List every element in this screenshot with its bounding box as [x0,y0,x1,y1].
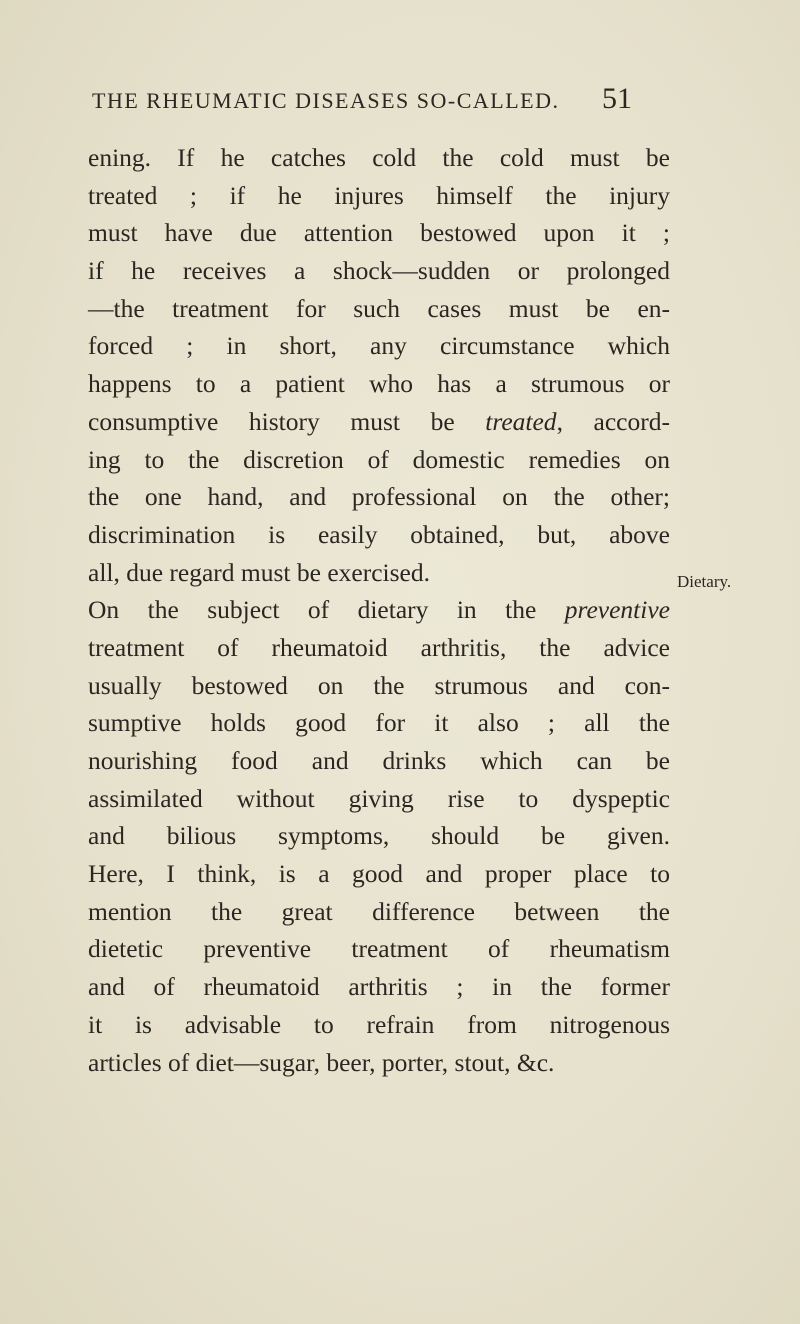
text-line: ing to the discretion of domestic remedies on [88,444,670,474]
italic-word: treated [485,406,557,436]
text-line: treated ; if he injures himself the injury [88,180,670,210]
margin-note: Dietary. [677,572,732,591]
text-line: and of rheumatoid arthritis ; in the former [88,972,670,1002]
text-line: and bilious symptoms, should be given. [88,821,670,851]
text-line: the one hand, and professional on the other; [88,482,670,512]
body-text [88,139,670,1081]
text-line: must have due attention bestowed upon it ; [88,218,670,248]
text-line: it is advisable to refrain from nitrogenous [88,1009,670,1039]
text-line: On the subject of dietary in the preventive [88,595,670,625]
italic-word: preventive [564,595,670,625]
text-line: ening. If he catches cold the cold must be [88,143,670,172]
running-header [92,82,632,115]
page-number: 51 [602,82,632,115]
text-line: —the treatment for such cases must be en- [88,293,670,323]
running-title: THE RHEUMATIC DISEASES SO-CALLED. [92,88,560,113]
text-line: sumptive holds good for it also ; all the [88,708,670,738]
text-line: assimilated without giving rise to dyspeptic [88,783,670,813]
text-line: treatment of rheumatoid arthritis, the advice [88,632,670,662]
text-line: forced ; in short, any circumstance which [88,331,670,361]
text-line: consumptive history must be treated, accord- [88,406,670,436]
text-line: happens to a patient who has a strumous or [88,369,670,399]
text-line: nourishing food and drinks which can be [88,746,670,775]
text-line: mention the great difference between the [88,896,670,926]
text-line: all, due regard must be exercised. [88,557,430,587]
text-line: dietetic preventive treatment of rheumatism [88,934,670,964]
text-line: articles of diet—sugar, beer, porter, stout, &c. [88,1047,555,1077]
text-line: discrimination is easily obtained, but, above [88,519,670,549]
text-line: if he receives a shock—sudden or prolonged [88,256,670,286]
text-line: usually bestowed on the strumous and con- [88,670,670,700]
text-line: Here, I think, is a good and proper place to [88,859,670,889]
